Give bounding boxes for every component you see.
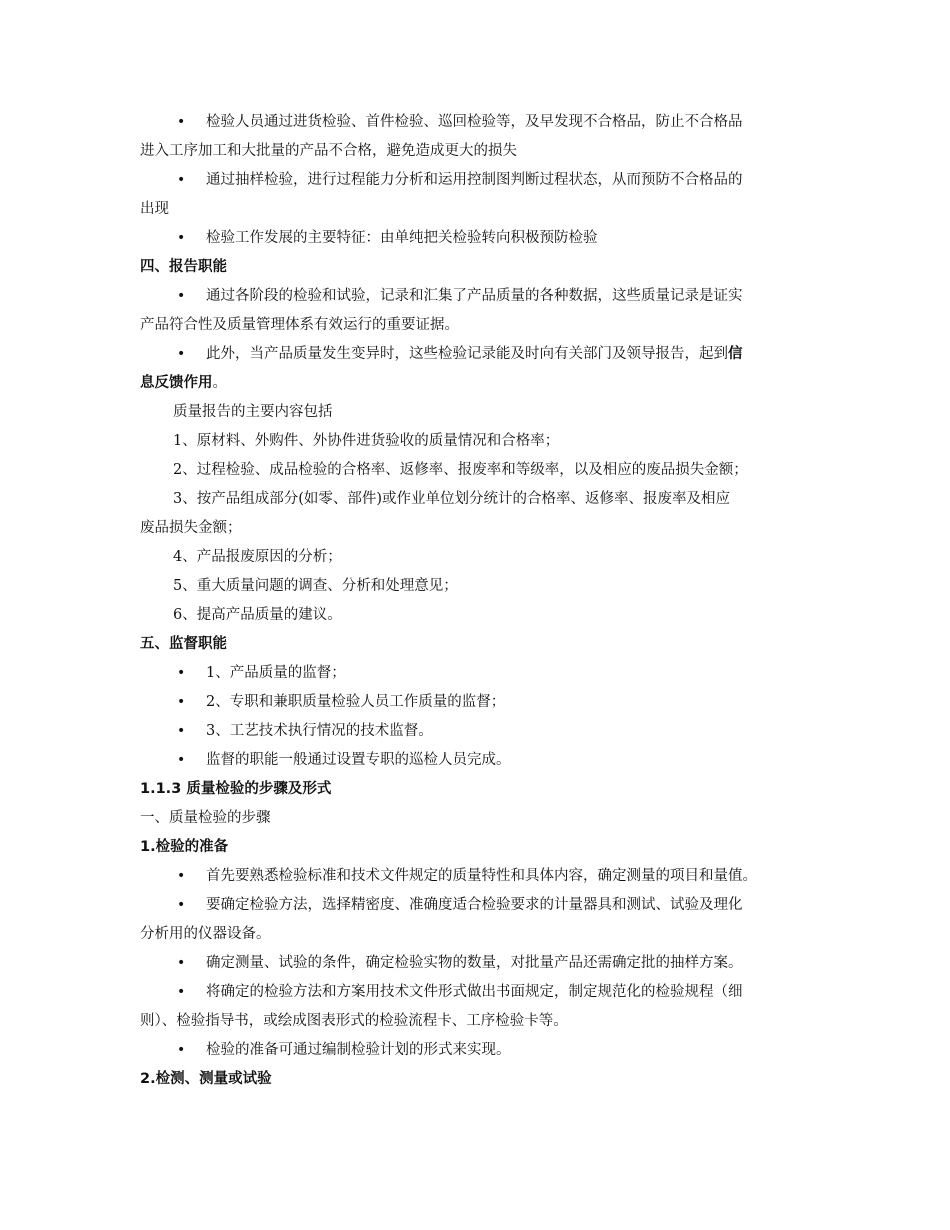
bullet-line xyxy=(140,978,810,1007)
bullet-icon: • xyxy=(177,1042,186,1058)
paragraph-line: 出现 xyxy=(140,201,169,217)
bullet-icon: • xyxy=(177,868,186,884)
bullet-line xyxy=(140,108,810,137)
bullet-text: 监督的职能一般通过设置专职的巡检人员完成。 xyxy=(206,752,511,768)
list-line: 5、重大质量问题的调查、分析和处理意见； xyxy=(173,578,458,594)
bullet-line xyxy=(140,717,810,746)
list-line: 3、按产品组成部分(如零、部件)或作业单位划分统计的合格率、返修率、报废率及相应 xyxy=(173,491,731,507)
document-page xyxy=(140,108,810,1094)
bullet-line xyxy=(140,949,810,978)
paragraph-line: 产品符合性及质量管理体系有效运行的重要证据。 xyxy=(140,317,459,333)
bullet-icon: • xyxy=(177,230,186,246)
list-line: 6、提高产品质量的建议。 xyxy=(173,607,342,623)
bullet-text: 通过各阶段的检验和试验，记录和汇集了产品质量的各种数据，这些质量记录是证实 xyxy=(206,288,743,304)
section-heading: 四、报告职能 xyxy=(140,259,227,275)
list-line: 质量报告的主要内容包括 xyxy=(173,404,333,420)
bullet-icon: • xyxy=(177,723,186,739)
bullet-icon: • xyxy=(177,172,186,188)
bullet-text: 将确定的检验方法和方案用技术文件形式做出书面规定，制定规范化的检验规程（细 xyxy=(206,984,743,1000)
bullet-icon: • xyxy=(177,665,186,681)
paragraph-line: 废品损失金额； xyxy=(140,520,242,536)
section-heading: 2.检测、测量或试验 xyxy=(140,1071,272,1087)
bullet-text: 通过抽样检验，进行过程能力分析和运用控制图判断过程状态，从而预防不合格品的 xyxy=(206,172,743,188)
bullet-line xyxy=(140,166,810,195)
bullet-line xyxy=(140,688,810,717)
bullet-line xyxy=(140,282,810,311)
list-line: 1、原材料、外购件、外协件进货验收的质量情况和合格率； xyxy=(173,433,560,449)
bullet-icon: • xyxy=(177,897,186,913)
paragraph-text: 。 xyxy=(212,375,227,391)
bullet-icon: • xyxy=(177,752,186,768)
bullet-icon: • xyxy=(177,114,186,130)
bullet-text: 3、工艺技术执行情况的技术监督。 xyxy=(206,723,433,739)
bullet-text: 检验的准备可通过编制检验计划的形式来实现。 xyxy=(206,1042,511,1058)
bullet-icon: • xyxy=(177,984,186,1000)
bullet-line xyxy=(140,862,810,891)
section-heading: 1.1.3 质量检验的步骤及形式 xyxy=(140,781,332,797)
bullet-text: 2、专职和兼职质量检验人员工作质量的监督； xyxy=(206,694,506,710)
paragraph-line: 进入工序加工和大批量的产品不合格，避免造成更大的损失 xyxy=(140,143,517,159)
emphasis-text: 信 xyxy=(728,346,743,362)
bullet-line xyxy=(140,659,810,688)
section-heading: 五、监督职能 xyxy=(140,636,227,652)
bullet-text: 检验人员通过进货检验、首件检验、巡回检验等，及早发现不合格品，防止不合格品 xyxy=(206,114,743,130)
bullet-icon: • xyxy=(177,694,186,710)
bullet-text: 要确定检验方法，选择精密度、准确度适合检验要求的计量器具和测试、试验及理化 xyxy=(206,897,743,913)
bullet-icon: • xyxy=(177,288,186,304)
paragraph-line: 分析用的仪器设备。 xyxy=(140,926,271,942)
bullet-line xyxy=(140,224,810,253)
bullet-line xyxy=(140,891,810,920)
bullet-text: 确定测量、试验的条件，确定检验实物的数量，对批量产品还需确定批的抽样方案。 xyxy=(206,955,743,971)
paragraph-line: 一、质量检验的步骤 xyxy=(140,810,271,826)
emphasis-text: 息反馈作用 xyxy=(140,375,213,391)
bullet-icon: • xyxy=(177,346,186,362)
bullet-text: 此外，当产品质量发生变异时，这些检验记录能及时向有关部门及领导报告，起到 xyxy=(206,346,728,362)
bullet-line xyxy=(140,340,810,369)
section-heading: 1.检验的准备 xyxy=(140,839,229,855)
list-line: 4、产品报废原因的分析； xyxy=(173,549,342,565)
bullet-text: 检验工作发展的主要特征：由单纯把关检验转向积极预防检验 xyxy=(206,230,598,246)
list-line: 2、过程检验、成品检验的合格率、返修率、报废率和等级率，以及相应的废品损失金额； xyxy=(173,462,748,478)
bullet-line xyxy=(140,746,810,775)
bullet-text: 首先要熟悉检验标准和技术文件规定的质量特性和具体内容，确定测量的项目和量值。 xyxy=(206,868,757,884)
paragraph-line xyxy=(140,369,810,398)
bullet-text: 1、产品质量的监督； xyxy=(206,665,346,681)
paragraph-line: 则）、检验指导书，或绘成图表形式的检验流程卡、工序检验卡等。 xyxy=(140,1013,568,1029)
bullet-icon: • xyxy=(177,955,186,971)
bullet-line xyxy=(140,1036,810,1065)
